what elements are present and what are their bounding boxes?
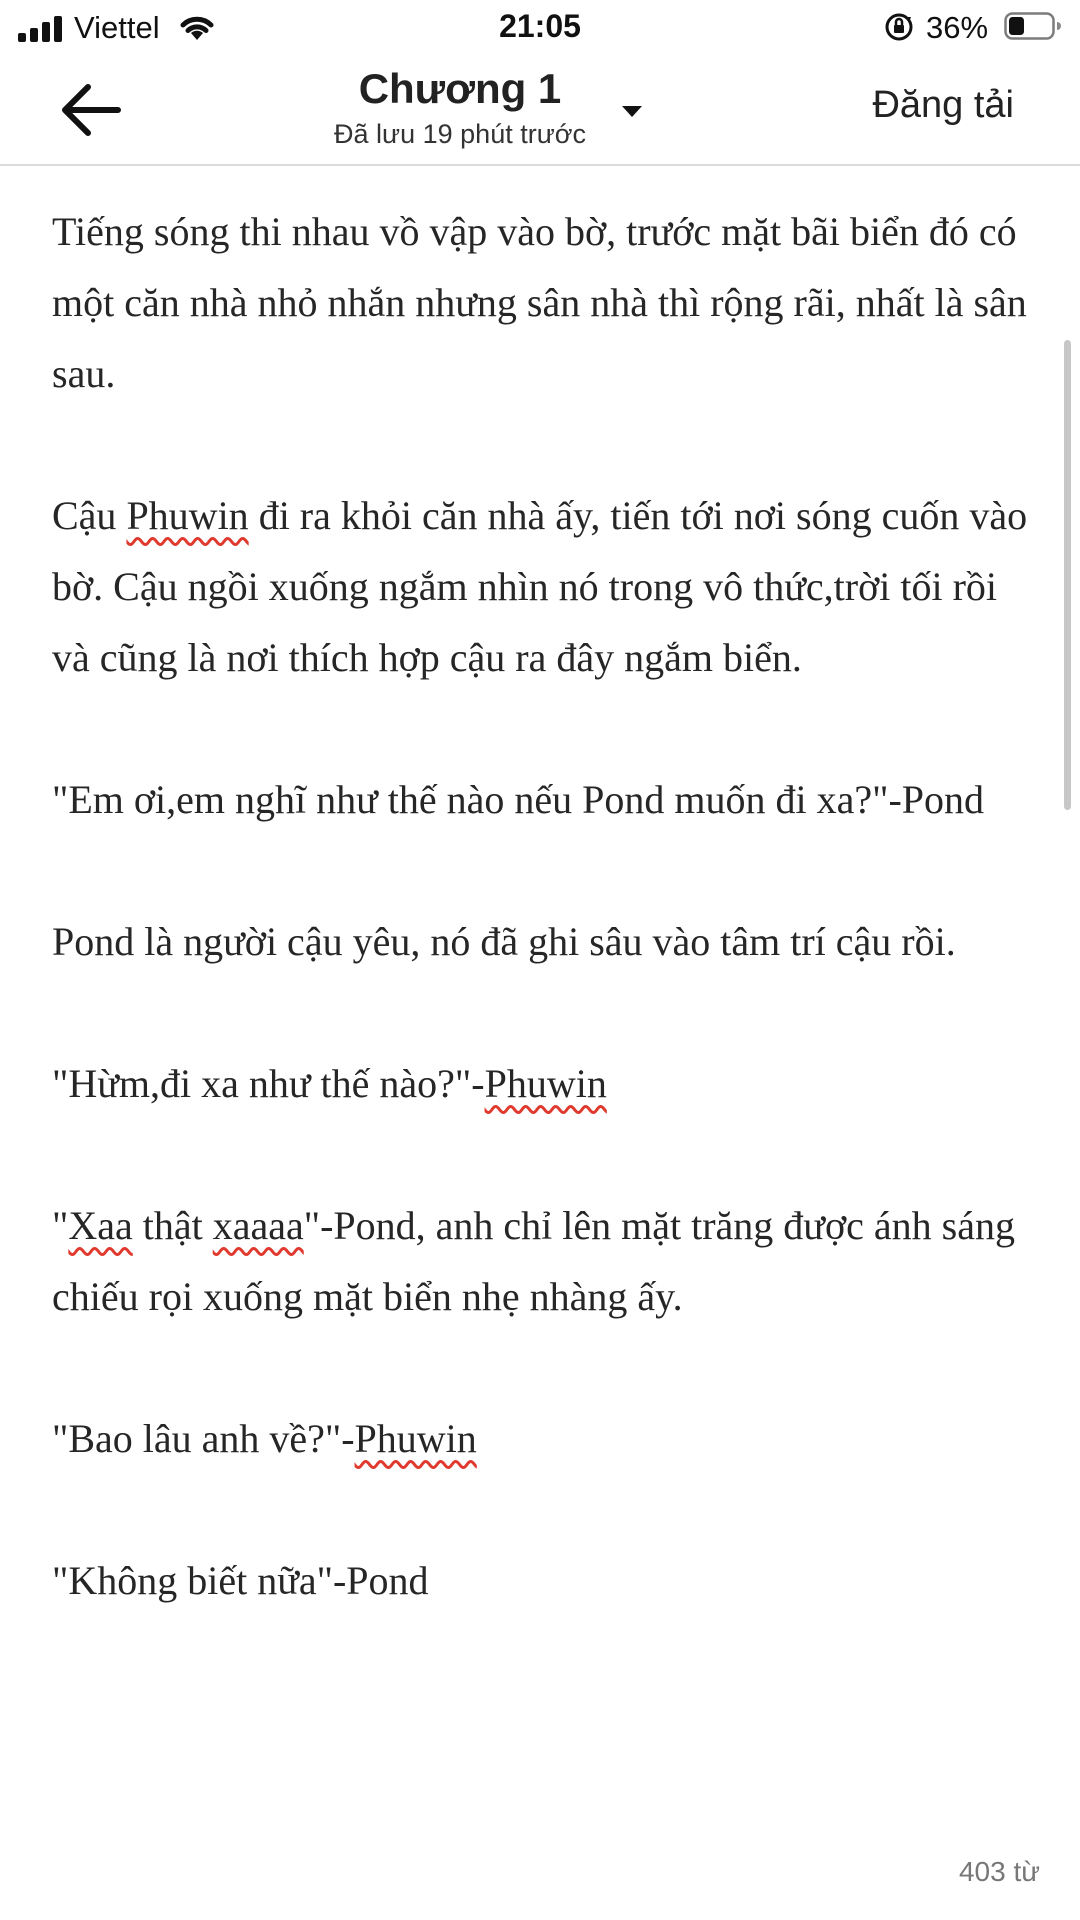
caret-down-icon [612,96,652,126]
publish-button[interactable]: Đăng tải [872,84,1014,126]
battery-percent: 36% [926,10,989,45]
misspelled-word: Phuwin [484,1061,607,1106]
text-run: đi ra khỏi căn nhà ấy, tiến tới nơi sóng cuốn vào bờ. Cậu ngồi xuống ngắm nhìn nó trong vô thức,trời tối rồi và cũng là nơi thích hợp cậu ra đây ngắm biển. [52,493,1028,680]
text-run: Pond là người cậu yêu, nó đã ghi sâu vào tâm trí cậu rồi. [52,919,956,964]
scrollbar[interactable] [1064,340,1071,810]
text-run: thật [132,1203,213,1248]
saved-status: Đã lưu 19 phút trước [334,119,586,149]
misspelled-word: Xaa [68,1203,133,1248]
battery-level-fill [1009,17,1024,35]
story-paragraph[interactable] [52,1403,1032,1474]
carrier-name: Viettel [74,10,160,45]
chapter-text-editor[interactable] [52,196,1032,1687]
story-paragraph[interactable] [52,196,1032,409]
chapter-dropdown-button[interactable] [612,96,652,126]
story-paragraph[interactable] [52,906,1032,977]
text-run: "Em ơi,em nghĩ như thế nào nếu Pond muốn đi xa?"-Pond [52,777,985,822]
word-count: 403 từ [958,1856,1040,1887]
story-paragraph[interactable] [52,480,1032,693]
text-run: "-Pond, anh chỉ lên mặt trăng được ánh sáng chiếu rọi xuống mặt biển nhẹ nhàng ấy. [52,1203,1015,1319]
text-run: Cậu [52,493,127,538]
story-paragraph[interactable] [52,764,1032,835]
story-paragraph[interactable] [52,1048,1032,1119]
text-run: "Bao lâu anh về?"- [52,1416,355,1461]
text-run: Tiếng sóng thi nhau vồ vập vào bờ, trước mặt bãi biển đó có một căn nhà nhỏ nhắn nhưng sân nhà thì rộng rãi, nhất là sân sau. [52,209,1027,396]
clock: 21:05 [499,8,581,44]
status-bar [0,0,1080,56]
back-button[interactable] [58,80,124,140]
chapter-title: Chương 1 [358,65,562,112]
editor-header [0,56,1080,166]
text-run: "Không biết nữa"-Pond [52,1558,429,1603]
story-paragraph[interactable] [52,1190,1032,1332]
text-run: " [52,1203,69,1248]
battery-icon [1004,12,1062,40]
misspelled-word: Phuwin [354,1416,477,1461]
misspelled-word: Phuwin [126,493,249,538]
misspelled-word: xaaaa [212,1203,304,1248]
story-paragraph[interactable] [52,1545,1032,1616]
text-run: "Hừm,đi xa như thế nào?"- [52,1061,485,1106]
orientation-lock-icon [884,12,914,42]
arrow-left-icon [58,80,124,140]
